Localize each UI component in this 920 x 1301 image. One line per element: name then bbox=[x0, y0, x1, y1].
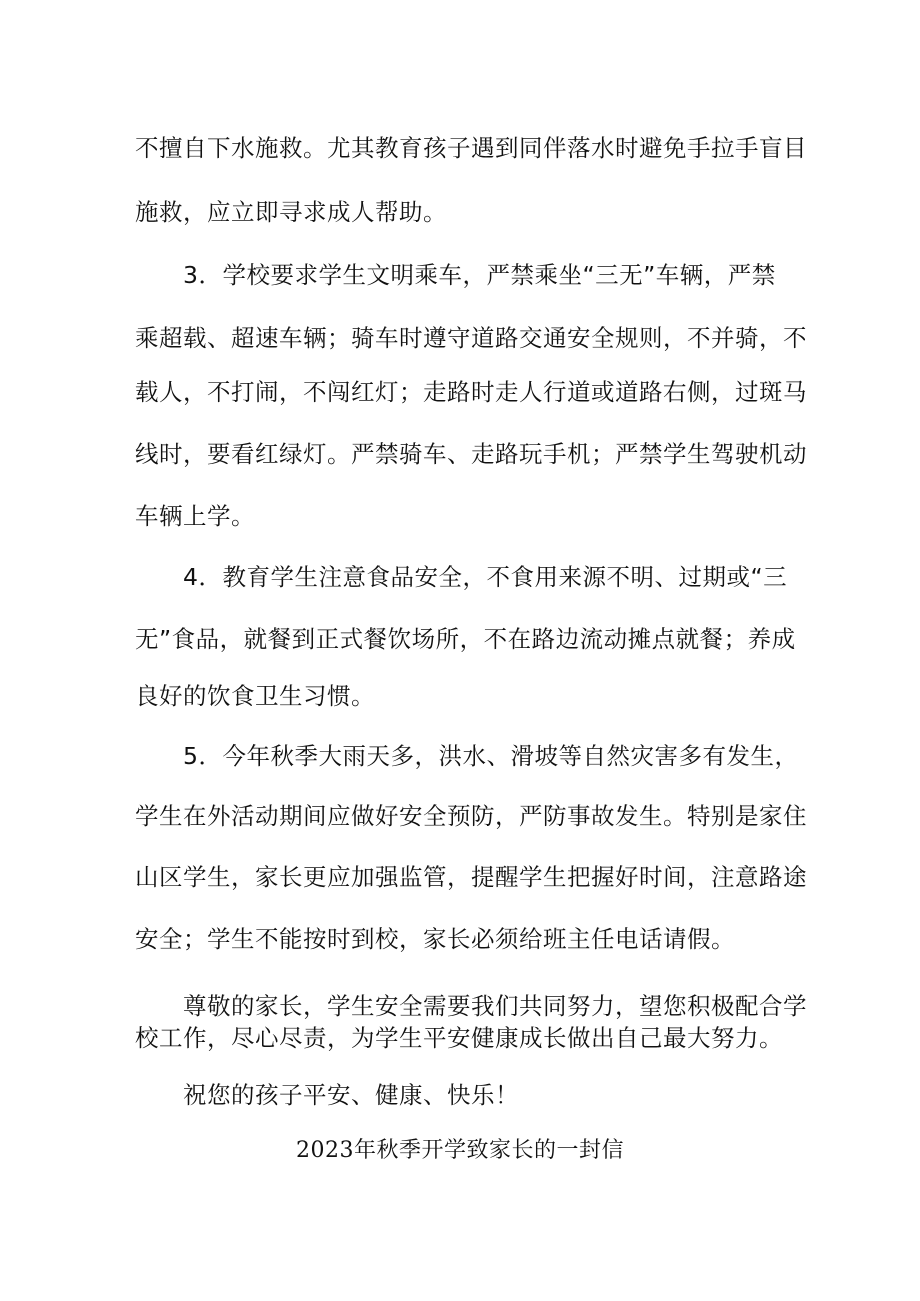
item-3-line: 载人，不打闹，不闯红灯；走路时走人行道或道路右侧，过斑马 bbox=[135, 378, 807, 406]
item-3-line: 车辆上学。 bbox=[135, 502, 255, 530]
next-title: 2023年秋季开学致家长的一封信 bbox=[296, 1138, 624, 1163]
closing-line: 校工作，尽心尽责，为学生平安健康成长做出自己最大努力。 bbox=[135, 1024, 783, 1052]
item-3-line: 乘超载、超速车辆；骑车时遵守道路交通安全规则，不并骑，不 bbox=[135, 324, 807, 352]
item-3-line: 线时，要看红绿灯。严禁骑车、走路玩手机；严禁学生驾驶机动 bbox=[135, 440, 807, 468]
paragraph-line: 施救，应立即寻求成人帮助。 bbox=[135, 198, 447, 226]
paragraph-line: 不擅自下水施救。尤其教育孩子遇到同伴落水时避免手拉手盲目 bbox=[135, 134, 807, 162]
item-5-line: 安全；学生不能按时到校，家长必须给班主任电话请假。 bbox=[135, 925, 735, 953]
item-5-line: 学生在外活动期间应做好安全预防，严防事故发生。特别是家住 bbox=[135, 802, 807, 830]
item-5-line: 山区学生，家长更应加强监管，提醒学生把握好时间，注意路途 bbox=[135, 863, 807, 891]
item-4-line: 4．教育学生注意食品安全，不食用来源不明、过期或“三 bbox=[183, 563, 788, 591]
wish-text: 祝您的孩子平安、健康、快乐！ bbox=[183, 1081, 519, 1109]
item-4-line: 无”食品，就餐到正式餐饮场所，不在路边流动摊点就餐；养成 bbox=[135, 625, 796, 653]
item-4-line: 良好的饮食卫生习惯。 bbox=[135, 682, 375, 710]
closing-line: 尊敬的家长，学生安全需要我们共同努力，望您积极配合学 bbox=[183, 992, 807, 1020]
item-3-line: 3．学校要求学生文明乘车，严禁乘坐“三无”车辆，严禁 bbox=[183, 261, 776, 289]
item-5-line: 5．今年秋季大雨天多，洪水、滑坡等自然灾害多有发生， bbox=[183, 742, 799, 770]
